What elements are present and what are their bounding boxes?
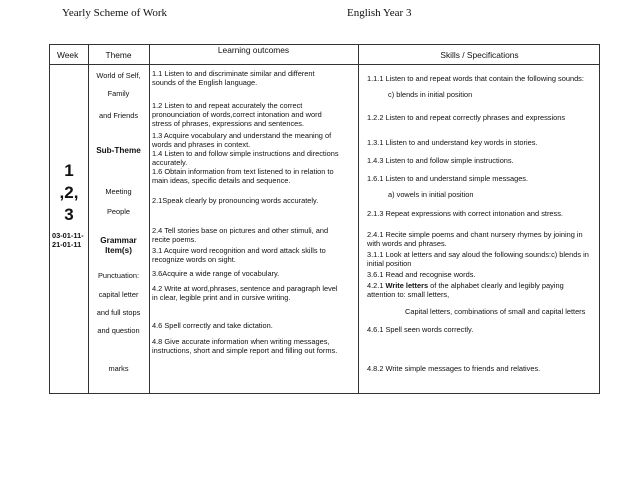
week-number-line: 3 xyxy=(64,205,74,224)
skill-line: attention to: small letters, xyxy=(367,290,450,299)
learning-outcome-line: 4.8 Give accurate information when writing messages, xyxy=(152,337,330,346)
learning-outcome-line: in clear, legible print and in cursive writing. xyxy=(152,293,291,302)
grammar-line: marks xyxy=(108,364,129,373)
skill-line: 4.6.1 Spell seen words correctly. xyxy=(367,325,474,334)
column-header-week: Week xyxy=(57,50,79,60)
scheme-of-work-table xyxy=(49,44,600,394)
learning-outcome-line: 1.6 Obtain information from text listened to in relation to xyxy=(152,167,334,176)
skill-line: initial position xyxy=(367,259,412,268)
column-header-skills: Skills / Specifications xyxy=(440,50,519,60)
skill-text: of the alphabet clearly and legibly paying xyxy=(428,281,564,290)
skill-line: Capital letters, combinations of small and capital letters xyxy=(405,307,586,316)
learning-outcome-line: 2.1Speak clearly by pronouncing words accurately. xyxy=(152,196,319,205)
learning-outcome-line: 1.2 Listen to and repeat accurately the correct xyxy=(152,101,303,110)
learning-outcome-line: 4.2 Write at word,phrases, sentence and paragraph level xyxy=(152,284,338,293)
week-number-line: ,2, xyxy=(59,183,79,202)
learning-outcome-line: main ideas, specific details and sequence. xyxy=(152,176,291,185)
skill-line: 1.3.1 Llisten to and understand key words in stories. xyxy=(367,138,538,147)
learning-outcome-line: 3.1 Acquire word recognition and word attack skills to xyxy=(152,246,326,255)
learning-outcome-line: 1.4 Listen to and follow simple instructions and directions xyxy=(152,149,339,158)
document-header-right: English Year 3 xyxy=(347,7,412,19)
theme-line: World of Self, xyxy=(96,71,141,80)
column-header-learning-outcomes: Learning outcomes xyxy=(217,45,290,55)
week-date-start: 03-01-11- xyxy=(52,231,84,240)
grammar-line: capital letter xyxy=(98,290,139,299)
theme-line: Family xyxy=(107,89,130,98)
learning-outcome-line: 3.6Acquire a wide range of vocabulary. xyxy=(152,269,280,278)
skill-line: with words and phrases. xyxy=(367,239,447,248)
week-number-line: 1 xyxy=(64,161,74,180)
column-divider xyxy=(149,45,150,393)
skill-number: 4.2.1 xyxy=(367,281,386,290)
skill-line: c) blends in initial position xyxy=(388,90,473,99)
skill-line: 2.4.1 Recite simple poems and chant nursery rhymes by joining in xyxy=(367,230,583,239)
grammar-line: and full stops xyxy=(96,308,141,317)
sub-theme-label: Sub-Theme xyxy=(96,146,141,155)
column-divider xyxy=(358,45,359,393)
learning-outcome-line: stress of phrases, expressions and sentences. xyxy=(152,119,304,128)
learning-outcome-line: sounds of the English language. xyxy=(152,78,258,87)
learning-outcome-line: 1.3 Acquire vocabulary and understand the meaning of xyxy=(152,131,332,140)
grammar-items-label: Grammar xyxy=(100,236,137,245)
grammar-line: Punctuation: xyxy=(97,271,140,280)
skill-line: a) vowels in initial position xyxy=(388,190,474,199)
skill-line: 3.1.1 Look at letters and say aloud the following sounds:c) blends in xyxy=(367,250,589,259)
sub-theme-line: People xyxy=(106,207,130,216)
skill-line: 1.2.2 Listen to and repeat correctly phrases and expressions xyxy=(367,113,566,122)
learning-outcome-line: words and phrases in context. xyxy=(152,140,251,149)
skill-emphasis: Write letters xyxy=(385,281,429,290)
learning-outcome-line: pronounciation of words,correct intonation and word xyxy=(152,110,322,119)
header-row-divider xyxy=(50,64,599,65)
skill-line: 2.1.3 Repeat expressions with correct intonation and stress. xyxy=(367,209,563,218)
learning-outcome-line: recite poems. xyxy=(152,235,197,244)
skill-line: 4.8.2 Write simple messages to friends and relatives. xyxy=(367,364,541,373)
learning-outcome-line: 2.4 Tell stories base on pictures and other stimuli, and xyxy=(152,226,329,235)
skill-line: 3.6.1 Read and recognise words. xyxy=(367,270,476,279)
sub-theme-line: Meeting xyxy=(105,187,132,196)
learning-outcome-line: accurately. xyxy=(152,158,188,167)
skill-line xyxy=(367,281,564,290)
learning-outcome-line: 1.1 Listen to and discriminate similar and different xyxy=(152,69,315,78)
grammar-items-label: Item(s) xyxy=(105,246,132,255)
skill-line: 1.6.1 Listen to and understand simple messages. xyxy=(367,174,529,183)
theme-line: and Friends xyxy=(98,111,139,120)
learning-outcome-line: instructions, short and simple report and filling out forms. xyxy=(152,346,338,355)
document-header-left: Yearly Scheme of Work xyxy=(62,7,168,19)
skill-line: 1.1.1 Listen to and repeat words that contain the following sounds: xyxy=(367,74,584,83)
skill-line: 1.4.3 Listen to and follow simple instructions. xyxy=(367,156,514,165)
week-date-end: 21-01-11 xyxy=(52,240,82,249)
learning-outcome-line: recognize words on sight. xyxy=(152,255,236,264)
column-header-theme: Theme xyxy=(105,50,132,60)
grammar-line: and question xyxy=(97,326,140,335)
learning-outcome-line: 4.6 Spell correctly and take dictation. xyxy=(152,321,273,330)
